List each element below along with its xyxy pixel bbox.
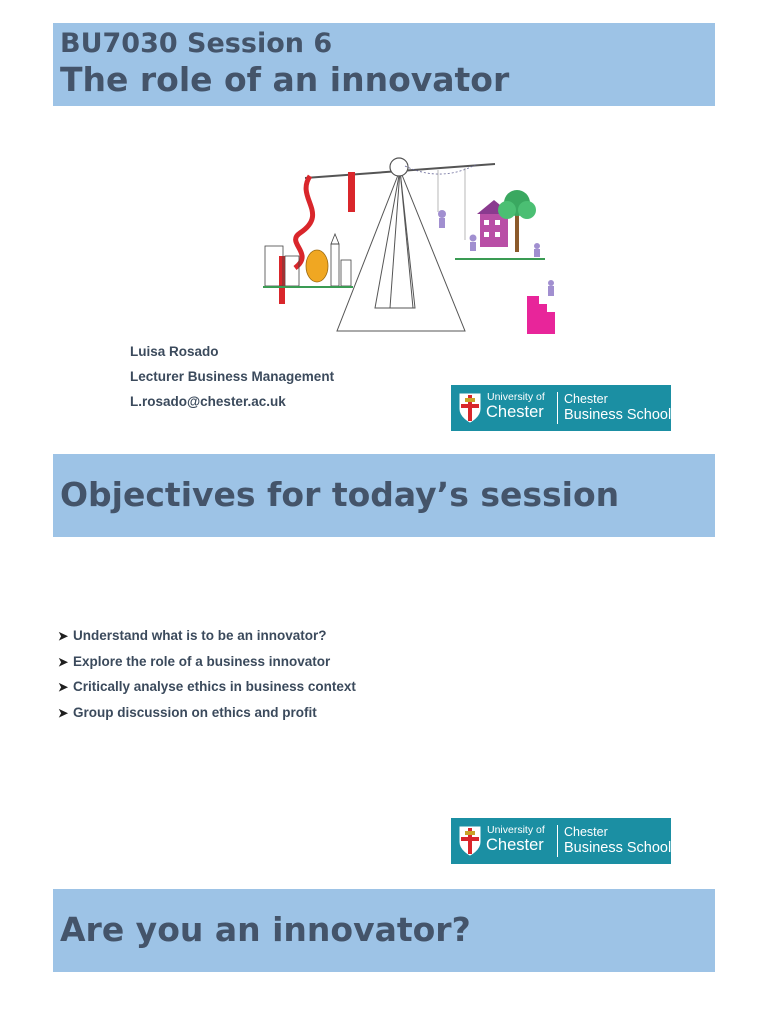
presenter-email[interactable]: L.rosado@chester.ac.uk bbox=[130, 394, 286, 409]
objective-text: Explore the role of a business innovator bbox=[73, 653, 331, 669]
session-code: BU7030 Session 6 bbox=[60, 28, 333, 59]
logo-school-big: Business School bbox=[564, 840, 672, 856]
logo-university-small: University of bbox=[487, 391, 545, 403]
objectives-list bbox=[58, 626, 356, 728]
arrow-bullet-icon: ➤ bbox=[58, 705, 69, 720]
crest-icon bbox=[459, 826, 481, 856]
logo-school-small: Chester bbox=[564, 825, 608, 839]
arrow-bullet-icon: ➤ bbox=[58, 629, 69, 643]
question-title: Are you an innovator? bbox=[60, 910, 471, 949]
objective-text: Understand what is to be an innovator? bbox=[73, 628, 327, 643]
logo-university-small: University of bbox=[487, 824, 545, 836]
logo-separator bbox=[557, 392, 558, 424]
university-logo bbox=[451, 818, 671, 864]
logo-school-small: Chester bbox=[564, 392, 608, 406]
logo-university-big: Chester bbox=[486, 403, 544, 421]
university-logo bbox=[451, 385, 671, 431]
arrow-bullet-icon: ➤ bbox=[58, 654, 69, 669]
list-item bbox=[58, 652, 356, 678]
logo-school-big: Business School bbox=[564, 407, 672, 423]
arrow-bullet-icon: ➤ bbox=[58, 680, 69, 694]
balance-scale-illustration bbox=[255, 148, 585, 338]
logo-separator bbox=[557, 825, 558, 857]
presenter-name: Luisa Rosado bbox=[130, 344, 219, 359]
presenter-role: Lecturer Business Management bbox=[130, 369, 335, 384]
logo-university-big: Chester bbox=[486, 836, 544, 854]
crest-icon bbox=[459, 393, 481, 423]
list-item bbox=[58, 703, 356, 729]
objectives-title: Objectives for today’s session bbox=[60, 475, 620, 514]
list-item bbox=[58, 677, 356, 703]
list-item bbox=[58, 626, 356, 652]
title-banner bbox=[53, 23, 715, 106]
question-banner bbox=[53, 889, 715, 972]
objective-text: Group discussion on ethics and profit bbox=[73, 704, 317, 720]
page-title: The role of an innovator bbox=[60, 60, 510, 99]
objectives-banner bbox=[53, 454, 715, 537]
objective-text: Critically analyse ethics in business context bbox=[73, 679, 356, 694]
